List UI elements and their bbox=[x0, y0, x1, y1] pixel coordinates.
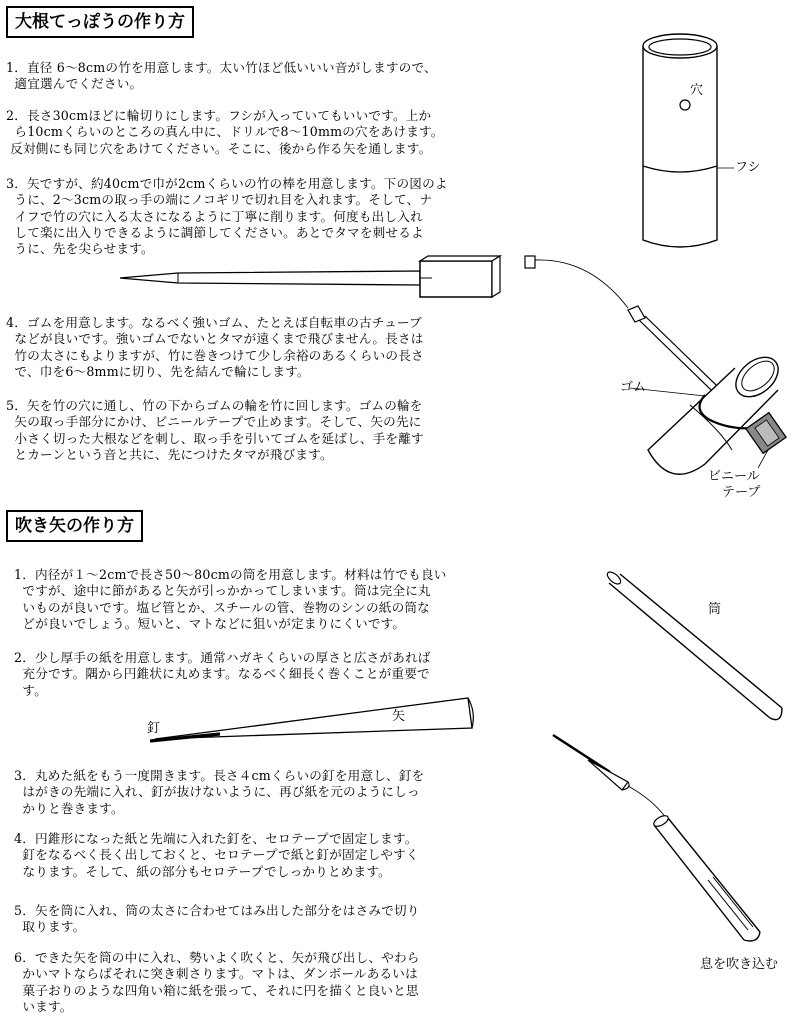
assembled-gun-illustration bbox=[520, 250, 800, 490]
nail-label: 釘 bbox=[147, 721, 161, 736]
section2-step-6: 6．できた矢を筒の中に入れ、勢いよく吹くと、矢が飛び出し、やわら かいマトならばそれに突き刺さります。マトは、ダンボールあるいは 菓子おりのような四角い箱に紙を張って、それに円を描くと良いと思 います。 bbox=[14, 950, 420, 1014]
dart-label: 矢 bbox=[392, 709, 406, 724]
tape-label-line1: ビニール bbox=[708, 469, 760, 484]
blow-tube-illustration bbox=[600, 570, 790, 730]
section1-step-2: 2．長さ30cmほどに輪切りにします。フシが入っていてもいいです。上か ら10cmくらいのところの真ん中に、ドリルで8～10mmの穴をあけます。 反対側にも同じ穴をあけてください。そこに、後から作る矢を通します。 bbox=[6, 108, 444, 156]
section2-step-1: 1．内径が１～2cmで長さ50～80cmの筒を用意します。材料は竹でも良い ですが、途中に節があると矢が引っかかってしまいます。筒は完全に丸 いものが良いです。塩ビ管とか、スチールの管、巻物のシンの紙の筒な どが良いでしょう。短いと、マトなどに狙いが定まりにくいです。 bbox=[14, 567, 447, 631]
dart-and-tube-illustration bbox=[548, 730, 778, 960]
section2-step-2: 2．少し厚手の紙を用意します。通常ハガキくらいの厚さと広さがあれば 充分です。隅から円錐状に丸めます。なるべく細長く巻くことが重要で す。 bbox=[14, 650, 431, 698]
section2-step-5: 5．矢を筒に入れ、筒の太さに合わせてはみ出した部分をはさみで切り 取ります。 bbox=[14, 903, 420, 935]
rubber-label: ゴム bbox=[620, 380, 647, 395]
section1-step-5: 5．矢を竹の穴に通し、竹の下からゴムの輪を竹に回します。ゴムの輪を 矢の取っ手部分にかけ、ビニールテープで止めます。そして、矢の先に 小さく切った大根などを刺し、取っ手を引いてゴムを延ばし、手を離す とカーンという音と共に、先につけたタマが飛びます。 bbox=[6, 398, 424, 462]
blow-label: 息を吹き込む bbox=[700, 957, 779, 972]
section2-title: 吹き矢の作り方 bbox=[6, 510, 143, 542]
section1-title: 大根てっぽうの作り方 bbox=[6, 6, 194, 38]
section1-step-4: 4．ゴムを用意します。なるべく強いゴム、たとえば自転車の古チューブ などが良いです。強いゴムでないとタマが遠くまで飛びません。長さは 竹の太さにもよりますが、竹に巻きつけて少し余裕のあるくらいの長さ で、巾を6～8mmに切り、先を結んで輪にします。 bbox=[6, 315, 424, 379]
bamboo-tube-illustration bbox=[630, 28, 730, 253]
hole-label: 穴 bbox=[690, 83, 704, 98]
tube-label: 筒 bbox=[708, 602, 722, 617]
section1-step-3: 3．矢ですが、約40cmで巾が2cmくらいの竹の棒を用意します。下の図のよ うに、2～3cmの取っ手の端にノコギリで切れ目を入れます。そして、ナ イフで竹の穴に入る太さになるように丁寧に削ります。何度も出し入れ して楽に出入りできるように調節してください。あとでタマを刺せるよ うに、先を尖らせます。 bbox=[6, 176, 448, 257]
tape-label-line2: テープ bbox=[722, 485, 761, 500]
node-label: フシ bbox=[735, 160, 761, 175]
section2-step-4: 4．円錐形になった紙と先端に入れた釘を、セロテープで固定します。 釘をなるべく長く出しておくと、セロテープで紙と釘が固定しやすく なります。そして、紙の部分もセロテープでしっかりとめます。 bbox=[14, 831, 419, 879]
paper-cone-illustration bbox=[150, 690, 480, 750]
arrow-stick-illustration bbox=[120, 255, 500, 305]
section2-step-3: 3．丸めた紙をもう一度開きます。長さ４cmくらいの釘を用意し、釘を はがきの先端に入れ、釘が抜けないように、再び紙を元のようにしっ かりと巻きます。 bbox=[14, 768, 425, 816]
section1-step-1: 1．直径 6～8cmの竹を用意します。太い竹ほど低いいい音がしますので、 適宜選んでください。 bbox=[6, 60, 437, 92]
